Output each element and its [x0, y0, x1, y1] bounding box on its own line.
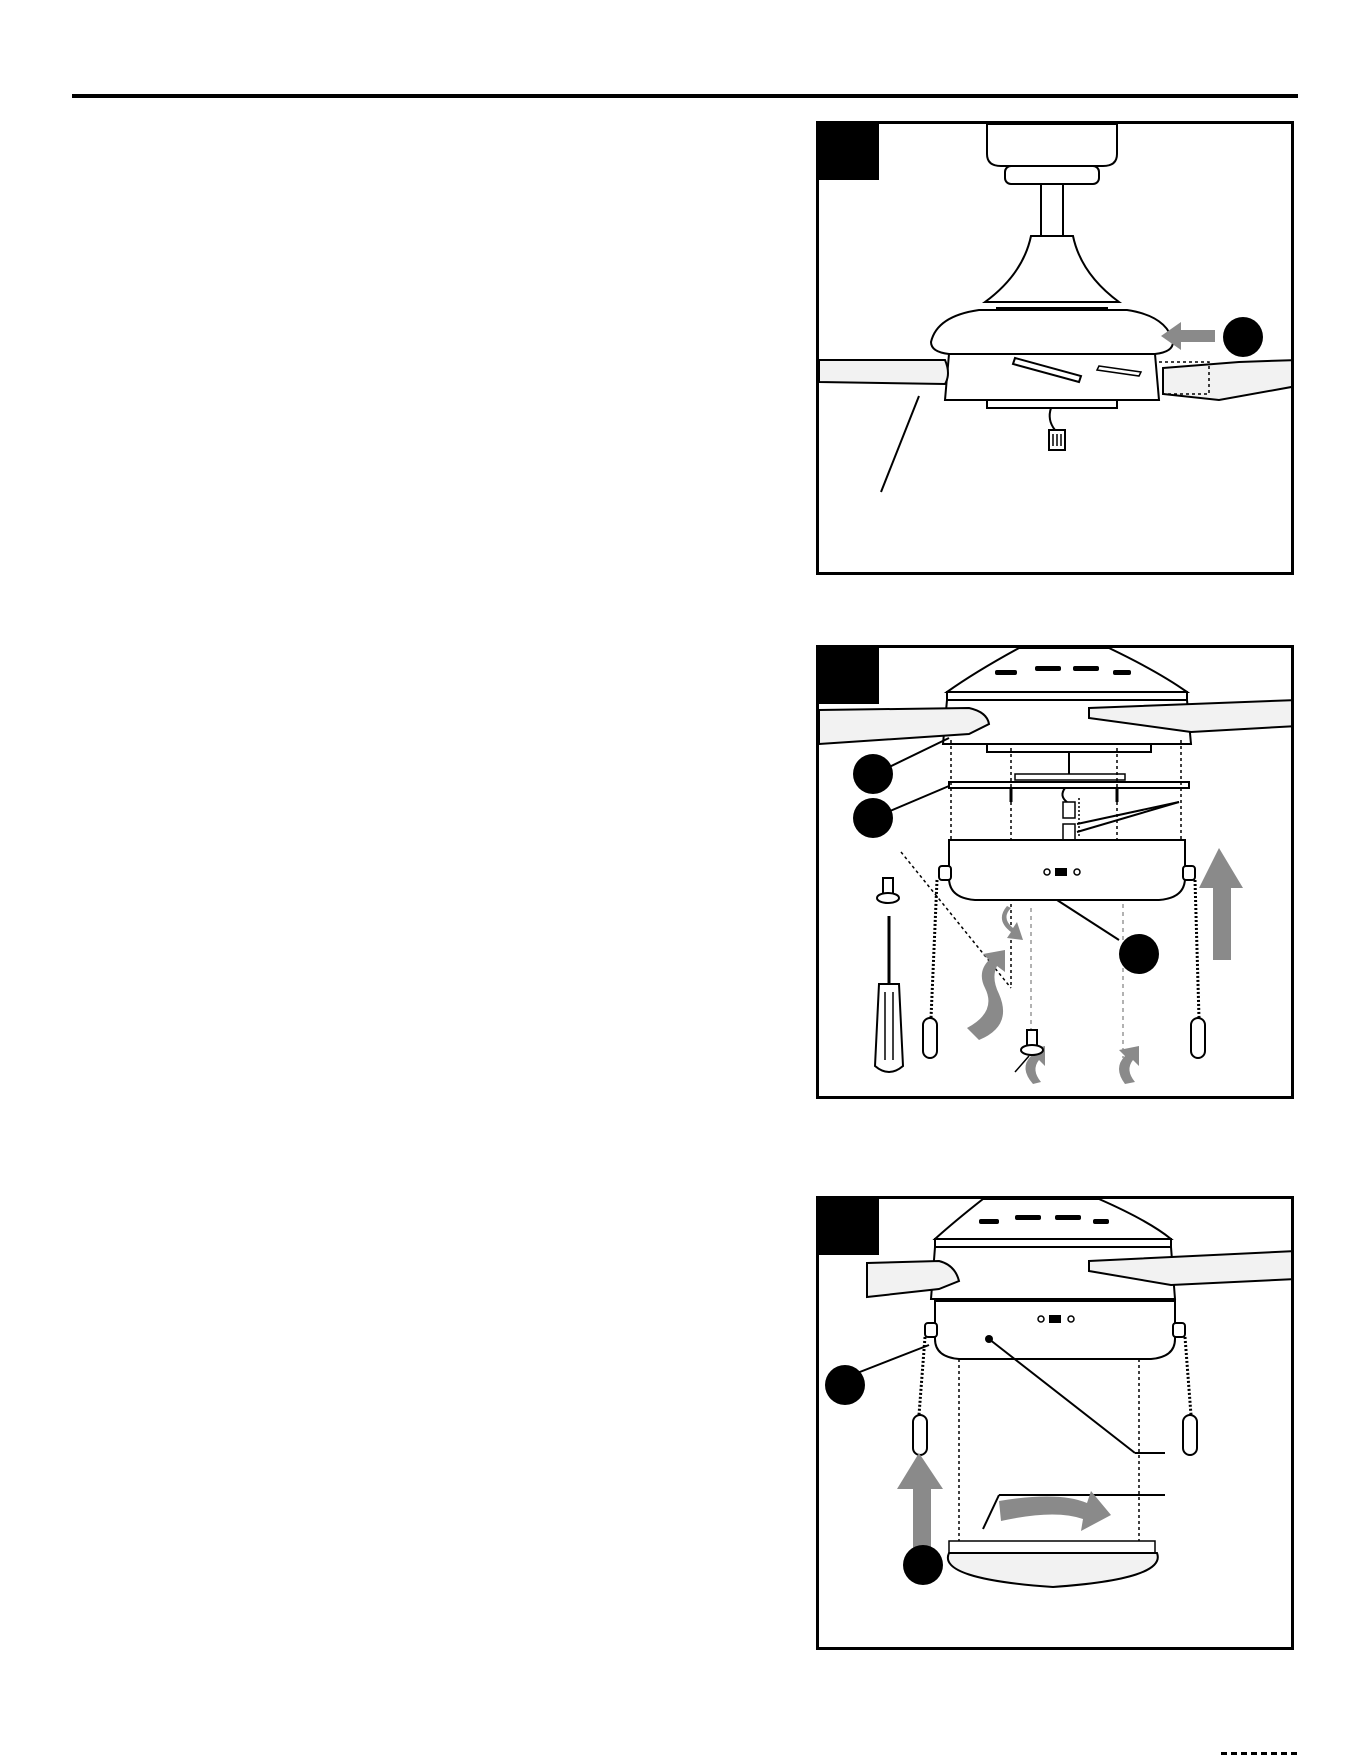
callout-dot-switch-housing — [825, 1365, 865, 1405]
callout-dot-glass — [903, 1545, 943, 1585]
arrow-up-icon — [897, 1453, 943, 1549]
footer-mark — [1221, 1752, 1301, 1755]
arrow-up-icon — [1199, 848, 1243, 960]
switch-housing-illustration — [819, 648, 1294, 1099]
wire-connector-icon — [1062, 788, 1079, 840]
glass-install-illustration — [819, 1199, 1294, 1650]
glass-bowl — [948, 1553, 1158, 1587]
step-figure-1 — [816, 121, 1294, 575]
callout-dot-b — [853, 798, 893, 838]
wire-connector-icon — [1049, 408, 1065, 450]
fan-housing-illustration — [819, 124, 1294, 575]
step-figure-2 — [816, 645, 1294, 1099]
callout-dot-a — [853, 754, 893, 794]
step-figure-3 — [816, 1196, 1294, 1650]
leader-line — [881, 396, 919, 492]
rotate-arrow-icon — [999, 1491, 1111, 1531]
curved-arrow-icon — [967, 906, 1139, 1084]
switch-housing — [935, 1301, 1175, 1359]
callout-dot-c — [1119, 934, 1159, 974]
screwdriver-icon — [875, 916, 903, 1072]
pull-chain-icon — [923, 880, 1205, 1058]
header-rule — [72, 94, 1298, 98]
callout-dot-housing — [1223, 317, 1263, 357]
